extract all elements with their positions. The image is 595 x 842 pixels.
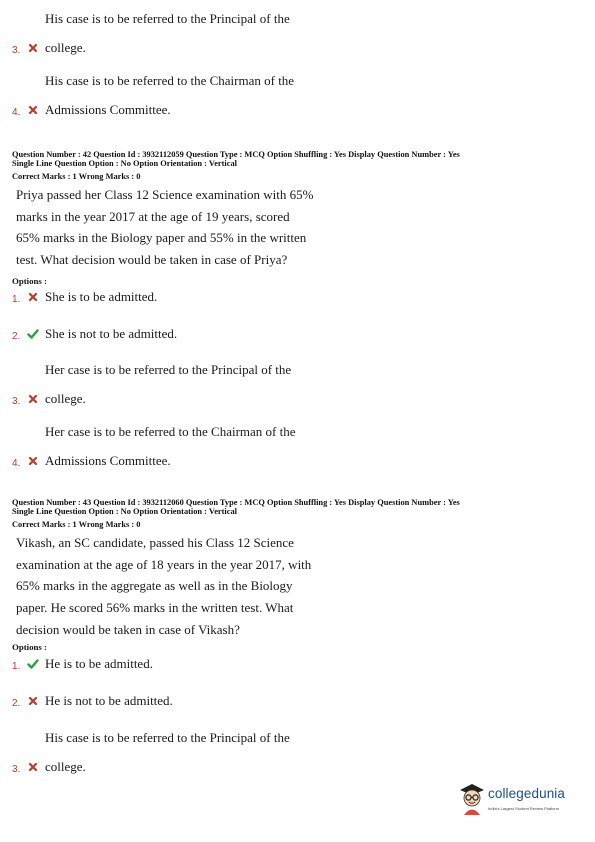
option-text-line: His case is to be referred to the Chairman of the xyxy=(45,73,295,88)
option-text-line: She is not to be admitted. xyxy=(45,326,178,341)
option-1 xyxy=(12,653,432,675)
option-number: 2. xyxy=(12,698,21,709)
question-text-line: test. What decision would be taken in case of Priya? xyxy=(16,252,288,268)
option-2 xyxy=(12,690,432,712)
option-text-line: Admissions Committee. xyxy=(45,102,171,117)
option-text-line: He is not to be admitted. xyxy=(45,693,173,708)
options-label: Options : xyxy=(12,642,47,652)
question-meta-line: Question Number : 43 Question Id : 3932112060 Question Type : MCQ Option Shuffling : Yes Display Question Number : Yes xyxy=(12,498,460,507)
question-text-line: Priya passed her Class 12 Science examination with 65% xyxy=(16,187,314,202)
collegedunia-logo[interactable] xyxy=(458,782,588,822)
option-1 xyxy=(12,286,432,308)
option-4 xyxy=(12,421,432,471)
cross-icon xyxy=(27,104,39,116)
cross-icon xyxy=(27,455,39,467)
option-number: 1. xyxy=(12,661,21,672)
option-text-line: college. xyxy=(45,391,86,406)
question-text xyxy=(16,532,356,641)
prev-option-4 xyxy=(12,70,432,120)
question-text-line: marks in the year 2017 at the age of 19 years, scored xyxy=(16,208,290,224)
question-text-line: 65% marks in the Biology paper and 55% in the written xyxy=(16,230,307,246)
question-text xyxy=(16,184,356,271)
option-text-line: His case is to be referred to the Principal of the xyxy=(45,730,290,745)
logo-tagline: India's Largest Student Review Platform xyxy=(488,806,560,811)
option-text-line: college. xyxy=(45,759,86,774)
option-number: 4. xyxy=(12,107,21,118)
question-meta xyxy=(12,498,587,517)
logo-name: collegedunia xyxy=(488,786,566,801)
cross-icon xyxy=(27,695,39,707)
option-text-line: college. xyxy=(45,40,86,55)
option-number: 3. xyxy=(12,764,21,775)
question-text-line: decision would be taken in case of Vikash? xyxy=(16,621,240,637)
question-text-line: Vikash, an SC candidate, passed his Class 12 Science xyxy=(16,535,294,550)
cross-icon xyxy=(27,761,39,773)
option-number: 3. xyxy=(12,396,21,407)
question-text-line: paper. He scored 56% marks in the written test. What xyxy=(16,600,294,616)
option-number: 3. xyxy=(12,45,21,56)
question-marks: Correct Marks : 1 Wrong Marks : 0 xyxy=(12,520,141,529)
option-text-line: Admissions Committee. xyxy=(45,453,171,468)
question-meta-line: Question Number : 42 Question Id : 3932112059 Question Type : MCQ Option Shuffling : Yes Display Question Number : Yes xyxy=(12,150,460,159)
check-icon xyxy=(27,328,39,340)
cross-icon xyxy=(27,42,39,54)
option-text-line: Her case is to be referred to the Principal of the xyxy=(45,362,292,377)
option-3 xyxy=(12,359,432,409)
question-text-line: examination at the age of 18 years in the year 2017, with xyxy=(16,556,312,572)
question-marks: Correct Marks : 1 Wrong Marks : 0 xyxy=(12,172,141,181)
question-meta xyxy=(12,150,587,169)
option-3 xyxy=(12,727,432,777)
cross-icon xyxy=(27,393,39,405)
student-mascot-icon xyxy=(458,782,486,816)
option-text-line: She is to be admitted. xyxy=(45,289,158,304)
cross-icon xyxy=(27,291,39,303)
option-text-line: Her case is to be referred to the Chairman of the xyxy=(45,424,296,439)
question-text-line: 65% marks in the aggregate as well as in the Biology xyxy=(16,578,293,594)
question-meta-line: Single Line Question Option : No Option Orientation : Vertical xyxy=(12,159,237,169)
prev-option-3 xyxy=(12,8,432,58)
option-text-line: He is to be admitted. xyxy=(45,656,153,671)
option-number: 1. xyxy=(12,294,21,305)
check-icon xyxy=(27,658,39,670)
options-label: Options : xyxy=(12,276,47,286)
question-meta-line: Single Line Question Option : No Option Orientation : Vertical xyxy=(12,507,237,517)
option-number: 4. xyxy=(12,458,21,469)
option-2 xyxy=(12,323,432,345)
option-number: 2. xyxy=(12,331,21,342)
option-text-line: His case is to be referred to the Principal of the xyxy=(45,11,290,26)
